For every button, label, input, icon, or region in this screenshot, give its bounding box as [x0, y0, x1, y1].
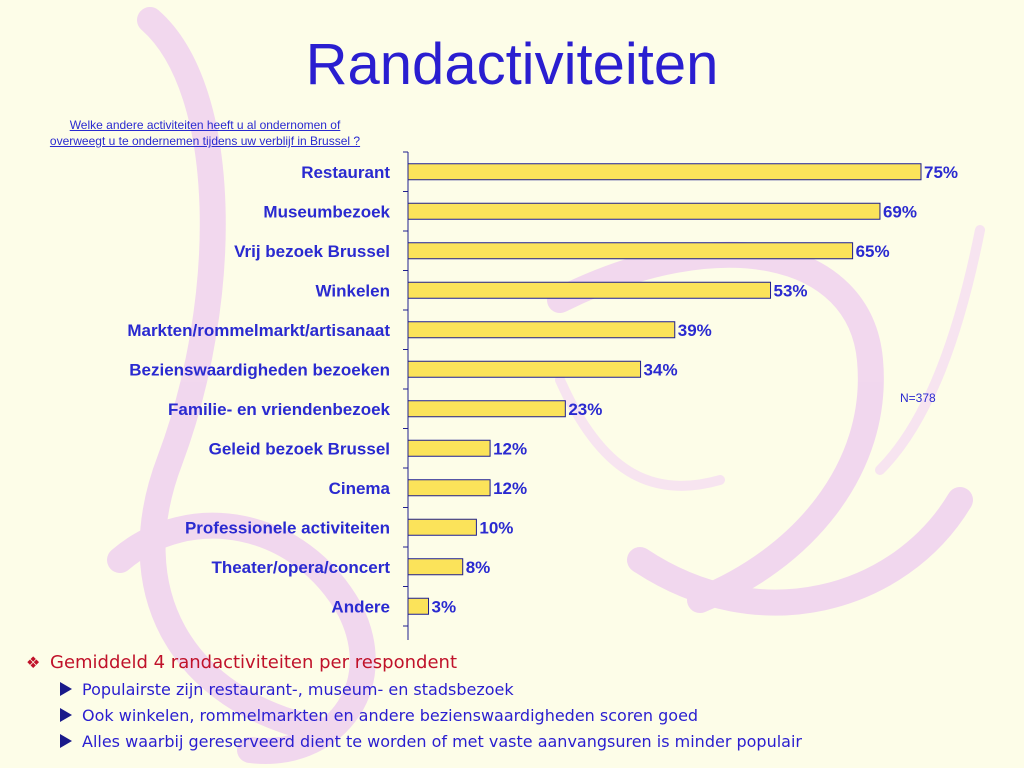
- value-label: 69%: [882, 202, 917, 222]
- survey-question-line-1: Welke andere activiteiten heeft u al ondernomen of: [69, 118, 341, 132]
- arrow-bullet-icon: [60, 708, 72, 722]
- sub-bullet-text: Ook winkelen, rommelmarkten en andere bezienswaardigheden scoren goed: [82, 705, 699, 725]
- bar: [408, 164, 921, 180]
- summary-bullets: [26, 648, 1006, 754]
- sub-bullet-text: Populairste zijn restaurant-, museum- en stadsbezoek: [82, 679, 514, 699]
- category-label: Markten/rommelmarkt/artisanaat: [127, 320, 390, 340]
- bar: [408, 203, 880, 219]
- survey-question-line-2: overweegt u te ondernemen tijdens uw verblijf in Brussel ?: [49, 134, 361, 148]
- bar: [408, 361, 641, 377]
- value-label: 10%: [479, 518, 514, 538]
- value-label: 23%: [568, 399, 603, 419]
- value-label: 75%: [924, 162, 959, 182]
- bar: [408, 282, 771, 298]
- value-label: 34%: [643, 360, 678, 380]
- sub-bullet: [60, 702, 1006, 728]
- category-label: Familie- en vriendenbezoek: [167, 399, 390, 419]
- bar: [408, 480, 490, 496]
- value-label: 8%: [465, 557, 491, 577]
- sub-bullet: [60, 676, 1006, 702]
- category-label: Vrij bezoek Brussel: [234, 241, 390, 261]
- sample-size-annotation: N=378: [900, 391, 936, 405]
- value-label: 12%: [493, 439, 528, 459]
- value-label: 12%: [493, 478, 528, 498]
- bar: [408, 559, 463, 575]
- bar: [408, 519, 476, 535]
- category-label: Bezienswaardigheden bezoeken: [129, 360, 390, 380]
- bar: [408, 440, 490, 456]
- value-label: 65%: [855, 241, 890, 261]
- sub-bullet: [60, 728, 1006, 754]
- main-bullet-text: Gemiddeld 4 randactiviteiten per respondent: [50, 651, 457, 673]
- diamond-bullet-icon: ❖: [26, 652, 41, 672]
- bar: [408, 322, 675, 338]
- value-label: 39%: [677, 320, 712, 340]
- arrow-bullet-icon: [60, 734, 72, 748]
- category-label: Theater/opera/concert: [211, 557, 390, 577]
- category-label: Professionele activiteiten: [184, 518, 390, 538]
- slide-title: Randactiviteiten: [305, 32, 719, 97]
- category-label: Museumbezoek: [263, 202, 390, 222]
- bar: [408, 598, 429, 614]
- category-label: Restaurant: [301, 162, 390, 182]
- arrow-bullet-icon: [60, 682, 72, 696]
- category-label: Winkelen: [315, 281, 390, 301]
- value-label: 3%: [431, 597, 457, 617]
- bar: [408, 243, 853, 259]
- category-label: Geleid bezoek Brussel: [208, 439, 390, 459]
- sub-bullet-text: Alles waarbij gereserveerd dient te worden of met vaste aanvangsuren is minder populair: [82, 731, 802, 751]
- bar: [408, 401, 565, 417]
- main-bullet: [26, 648, 1006, 676]
- value-label: 53%: [773, 281, 808, 301]
- category-label: Cinema: [328, 478, 390, 498]
- category-label: Andere: [331, 597, 390, 617]
